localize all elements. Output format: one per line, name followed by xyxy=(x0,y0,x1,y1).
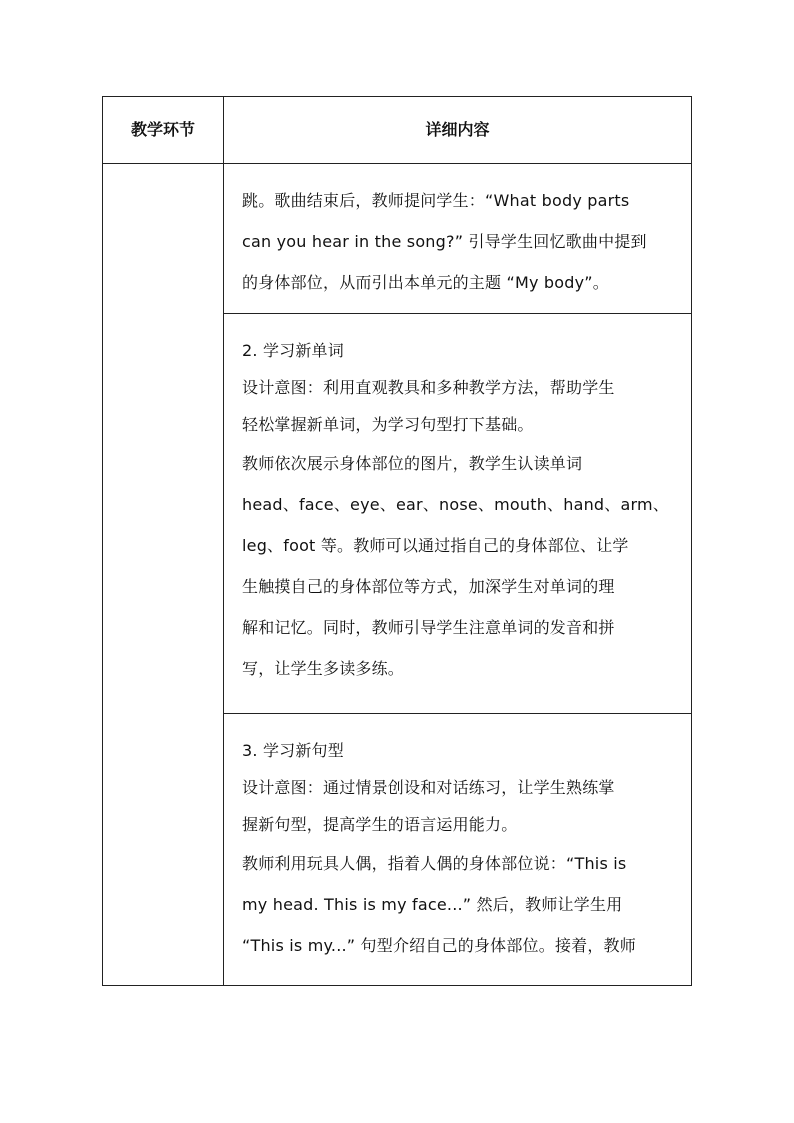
table-header-row xyxy=(103,97,691,164)
content-cell-new-sentences xyxy=(224,714,691,985)
header-teaching-stage: 教学环节 xyxy=(130,120,195,139)
text-line: 跳。歌曲结束后，教师提问学生：“What body parts xyxy=(242,191,630,210)
text-line: 写，让学生多读多练。 xyxy=(242,659,405,678)
text-line: 设计意图：利用直观教具和多种教学方法，帮助学生 xyxy=(242,378,615,397)
text-line: 设计意图：通过情景创设和对话练习，让学生熟练掌 xyxy=(242,778,615,797)
text-line: leg、foot 等。教师可以通过指自己的身体部位、让学 xyxy=(242,536,629,555)
section-title: 2. 学习新单词 xyxy=(242,341,344,360)
text-line: 教师利用玩具人偶，指着人偶的身体部位说：“This is xyxy=(242,854,627,873)
text-line: can you hear in the song?” 引导学生回忆歌曲中提到 xyxy=(242,232,647,251)
text-line: my head. This is my face...” 然后，教师让学生用 xyxy=(242,895,623,914)
header-detailed-content: 详细内容 xyxy=(425,120,490,139)
text-line: 教师依次展示身体部位的图片，教学生认读单词 xyxy=(242,454,583,473)
text-line: 生触摸自己的身体部位等方式，加深学生对单词的理 xyxy=(242,577,615,596)
text-line: “This is my...” 句型介绍自己的身体部位。接着，教师 xyxy=(242,936,636,955)
text-line: 的身体部位，从而引出本单元的主题 “My body”。 xyxy=(242,273,609,292)
content-cell-new-words xyxy=(224,314,691,714)
lesson-table xyxy=(102,96,692,986)
text-line: head、face、eye、ear、nose、mouth、hand、arm、 xyxy=(242,495,669,514)
content-cell-song-intro xyxy=(224,164,691,314)
text-line: 轻松掌握新单词，为学习句型打下基础。 xyxy=(242,415,534,434)
text-line: 解和记忆。同时，教师引导学生注意单词的发音和拼 xyxy=(242,618,615,637)
section-title: 3. 学习新句型 xyxy=(242,741,344,760)
text-line: 握新句型，提高学生的语言运用能力。 xyxy=(242,815,518,834)
